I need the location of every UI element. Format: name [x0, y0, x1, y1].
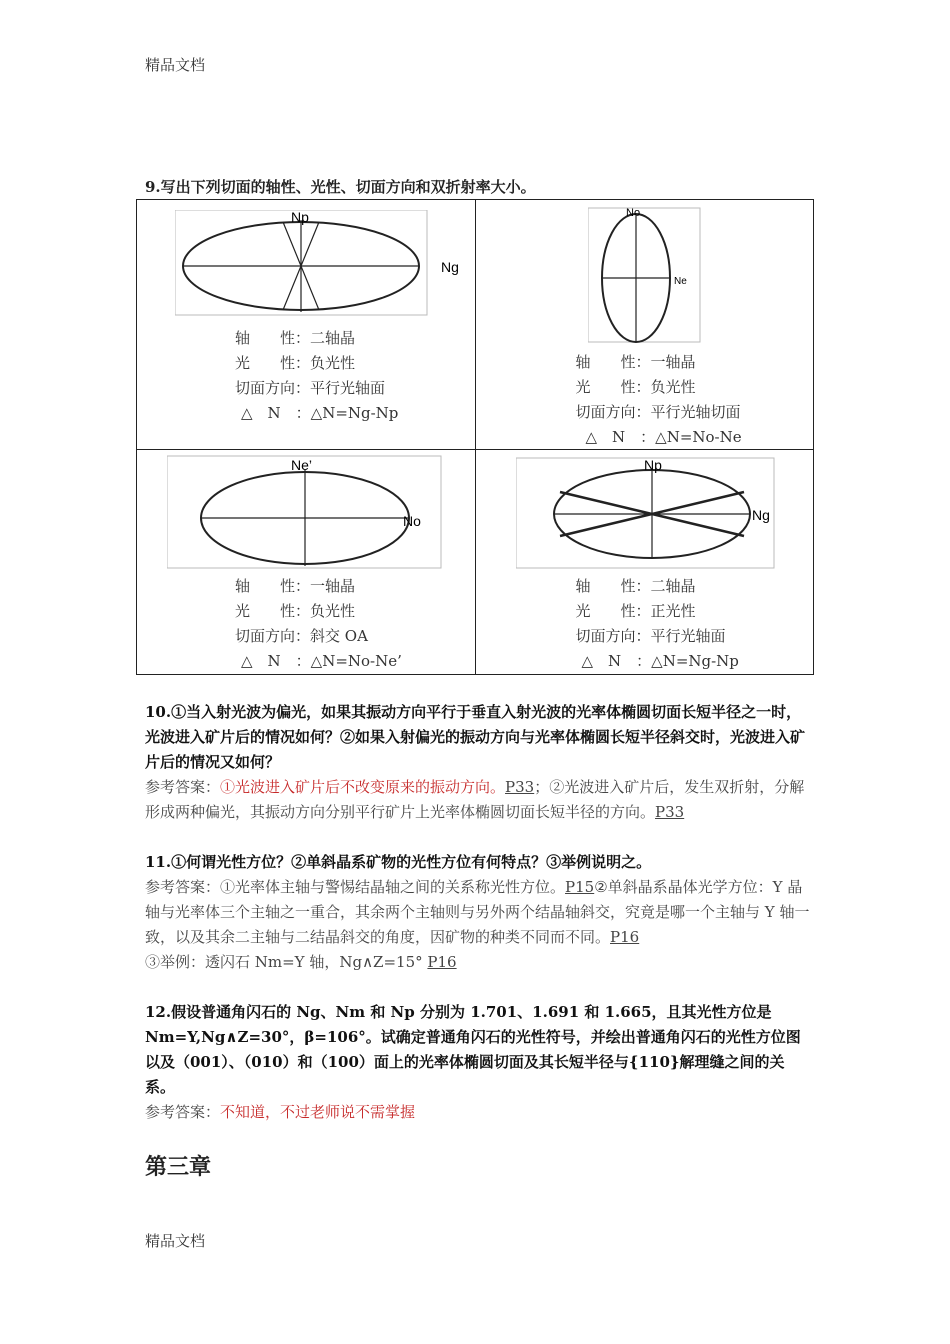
birefringence-text: △ N ：△N=No-Ne’ — [241, 652, 402, 670]
ellipse-3-label-top: Ne’ — [291, 457, 313, 473]
axial-text: 轴 性：一轴晶 — [575, 353, 696, 371]
question-10 — [145, 700, 810, 825]
optical-text: 光 性：负光性 — [575, 378, 696, 396]
page-ref: P33 — [655, 803, 685, 821]
direction-text: 切面方向：平行光轴切面 — [575, 403, 741, 421]
ellipse-2-label-top: No — [625, 207, 640, 219]
ellipse-diagram-4 — [516, 456, 816, 576]
optical-text: 光 性：负光性 — [235, 354, 356, 372]
question-9-title: 9.写出下列切面的轴性、光性、切面方向和双折射率大小。 — [145, 178, 536, 196]
direction-text: 切面方向：平行光轴面 — [575, 627, 726, 645]
page-footer: 精品文档 — [145, 1232, 206, 1250]
axial-text: 轴 性：二轴晶 — [235, 329, 356, 347]
cell-1 — [137, 200, 476, 450]
page-ref: P15 — [565, 878, 595, 896]
cell-4-properties — [576, 574, 739, 674]
question-11-answer: 参考答案：①光率体主轴与警惕结晶轴之间的关系称光性方位。P15②单斜晶系晶体光学方位：Y 晶轴与光率体三个主轴之一重合，其余两个主轴则与另外两个结晶轴斜交，究竟是哪一个主轴与 Y 轴一致，以及其余二主轴与二结晶斜交的角度，因矿物的种类不同而不同。P16 — [145, 878, 810, 946]
chapter-heading: 第三章 — [145, 1154, 212, 1180]
cell-4 — [475, 450, 814, 675]
direction-text: 切面方向：平行光轴面 — [235, 379, 386, 397]
page-ref: P33 — [505, 778, 535, 796]
cell-2-properties — [576, 350, 742, 450]
question-10-text: 10.①当入射光波为偏光，如果其振动方向平行于垂直入射光波的光率体椭圆切面长短半径之一时，光波进入矿片后的情况如何？②如果入射偏光的振动方向与光率体椭圆长短半径斜交时，光波进入矿片后的情况又如何？ — [145, 703, 806, 771]
question-12-answer: 参考答案：不知道，不过老师说不需掌握 — [145, 1103, 416, 1121]
birefringence-text: △ N ：△N=Ng-Np — [241, 404, 399, 422]
cell-3-properties — [235, 574, 402, 674]
ellipse-4-label-right: Ng — [751, 507, 770, 523]
ellipse-1-label-right: Ng — [441, 259, 459, 275]
cell-2 — [475, 200, 814, 450]
cell-3 — [137, 450, 476, 675]
question-11-example: ③举例：透闪石 Nm=Y 轴，Ng∧Z=15° P16 — [145, 953, 457, 971]
ellipse-4-label-top: Np — [643, 457, 662, 473]
page-header: 精品文档 — [145, 56, 206, 74]
optical-text: 光 性：负光性 — [235, 602, 356, 620]
direction-text: 切面方向：斜交 OA — [235, 627, 368, 645]
ellipse-2-label-right: Ne — [673, 276, 687, 287]
question-11 — [145, 850, 810, 975]
ellipse-diagram-3 — [167, 454, 467, 574]
birefringence-text: △ N ：△N=No-Ne — [585, 428, 742, 446]
axial-text: 轴 性：二轴晶 — [575, 577, 696, 595]
cell-1-properties — [235, 326, 398, 426]
question-12-text: 12.假设普通角闪石的 Ng、Nm 和 Np 分别为 1.701、1.691 和 1.665，且其光性方位是 Nm=Y,Ng∧Z=30°，β=106°。试确定普通角闪石的光性符号，并绘出普通角闪石的光性方位图以及（001）、（010）和（100）面上的光率体椭圆切面及其长短半径与{110}解理缝之间的关系。 — [145, 1003, 801, 1096]
question-12 — [145, 1000, 810, 1125]
ellipse-diagram-1 — [175, 210, 465, 320]
ellipse-diagram-2 — [588, 206, 708, 346]
birefringence-text: △ N ：△N=Ng-Np — [581, 652, 739, 670]
page-ref: P16 — [427, 953, 457, 971]
ellipse-1-label-top: Np — [291, 210, 309, 225]
indicatrix-table — [136, 199, 814, 675]
axial-text: 轴 性：一轴晶 — [235, 577, 356, 595]
question-10-answer: 参考答案：①光波进入矿片后不改变原来的振动方向。P33；②光波进入矿片后，发生双折射，分解形成两种偏光，其振动方向分别平行矿片上光率体椭圆切面长短半径的方向。P33 — [145, 778, 805, 821]
optical-text: 光 性：正光性 — [575, 602, 696, 620]
page-ref: P16 — [610, 928, 640, 946]
ellipse-3-label-right: No — [403, 513, 421, 529]
question-11-text: 11.①何谓光性方位？②单斜晶系矿物的光性方位有何特点？③举例说明之。 — [145, 853, 652, 871]
